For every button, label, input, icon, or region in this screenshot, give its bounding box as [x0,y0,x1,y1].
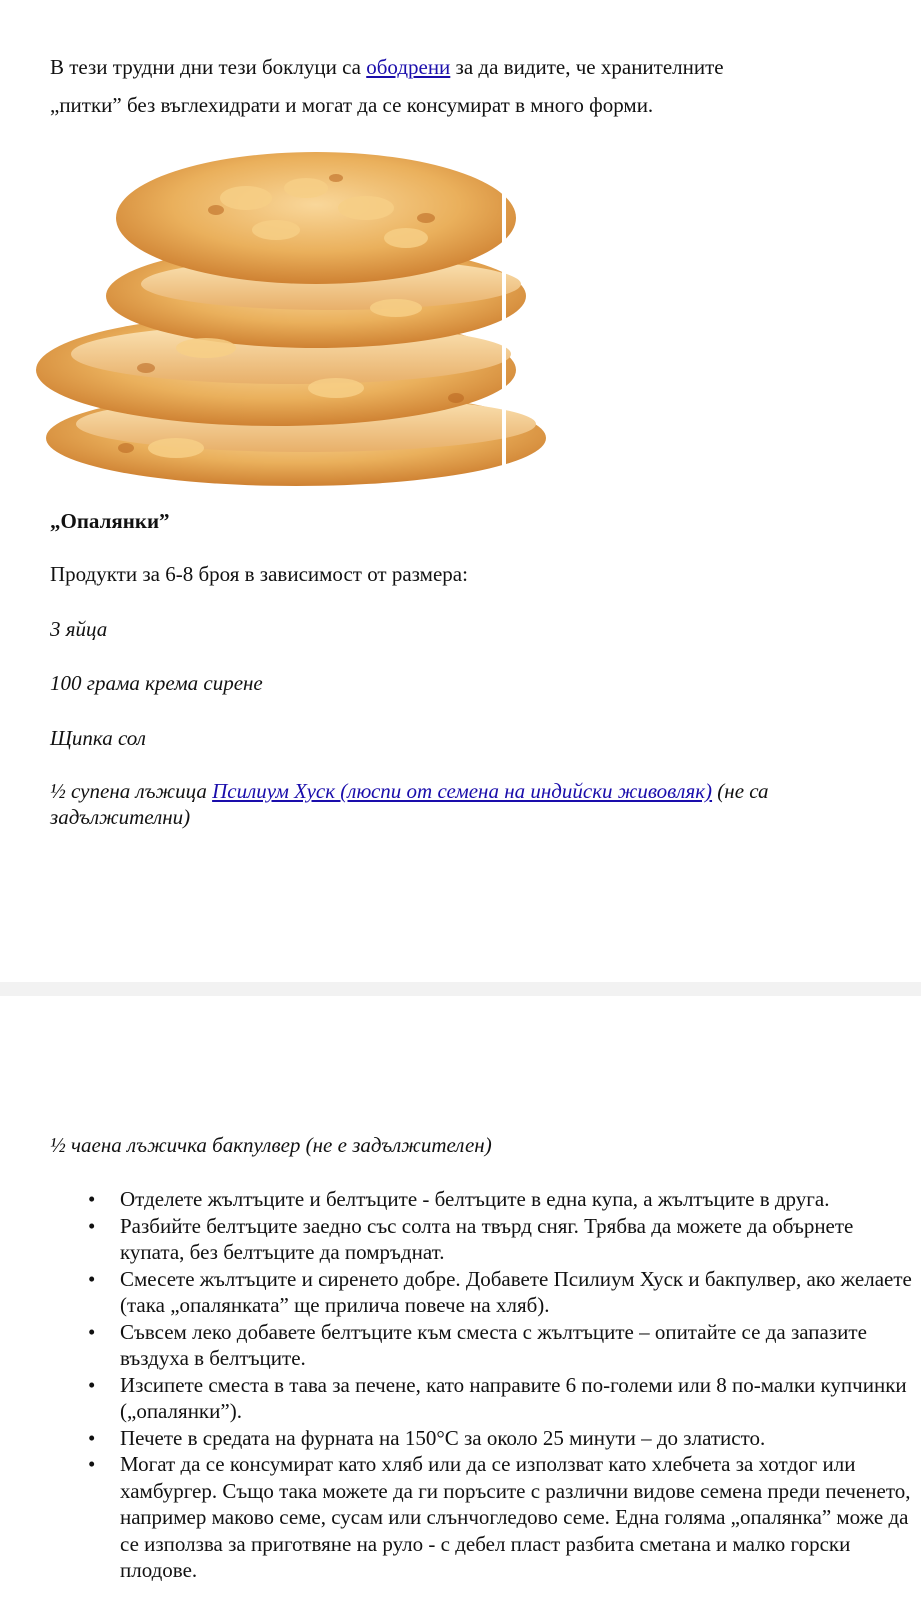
recipe-title: „Опалянки” [50,509,170,533]
ingredient-baking-powder: ½ чаена лъжичка бакпулвер (не е задължителен) [50,1133,492,1157]
list-item: • Смесете жълтъците и сиренето добре. Добавете Псилиум Хуск и бакпулвер, ако желаете (така „опалянката” ще прилича повече на хляб). [50,1266,921,1319]
list-item: • Разбийте белтъците заедно със солта на твърд сняг. Трябва да можете да обърнете купата, без белтъците да помръднат. [50,1213,921,1266]
ingredient-eggs: 3 яйца [50,617,108,641]
psyllium-suffix: (не са задължителни) [50,779,769,829]
cut-text-after: за да видите, че хранителните [455,55,724,79]
cut-text-before: В тези трудни дни тези боклуци са [50,55,361,79]
cut-link[interactable]: ободрени [366,55,451,79]
psyllium-prefix: ½ супена лъжица [50,779,213,803]
psyllium-link[interactable]: Псилиум Хуск (люспи от семена на индийски живовляк) [212,779,713,803]
products-heading: Продукти за 6-8 броя в зависимост от размера: [50,562,468,586]
document-page-2 [0,996,921,1624]
list-item: • Отделете жълтъците и белтъците - белтъците в една купа, а жълтъците в друга. [50,1186,921,1213]
steps-list [50,1186,921,1584]
list-item: • Печете в средата на фурната на 150°C за около 25 минути – до златисто. [50,1425,921,1452]
list-item: • Могат да се консумират като хляб или да се използват като хлебчета за хотдог или хамбургер. Също така можете да ги поръсите с различни видове семена преди печенето, например маково семе, сусам или слънчогледово семе. Една голяма „опалянка” може да се използва за приготвяне на руло - с дебел пласт разбита сметана и малко горски плодове. [50,1451,921,1584]
list-item: • Съвсем леко добавете белтъците към сместа с жълтъците – опитайте се да запазите въздуха в белтъците. [50,1319,921,1372]
intro-paragraph-line: „питки” без въглехидрати и могат да се консумират в много форми. [50,93,654,117]
cut-off-text-line [50,55,921,94]
page-separator [0,982,921,996]
flatbread-photo [66,148,506,478]
ingredient-salt: Щипка сол [50,726,146,750]
ingredient-psyllium [50,778,870,830]
ingredient-cream-cheese: 100 грама крема сирене [50,671,263,695]
list-item: • Изсипете сместа в тава за печене, като направите 6 по-големи или 8 по-малки купчинки („опалянки”). [50,1372,921,1425]
